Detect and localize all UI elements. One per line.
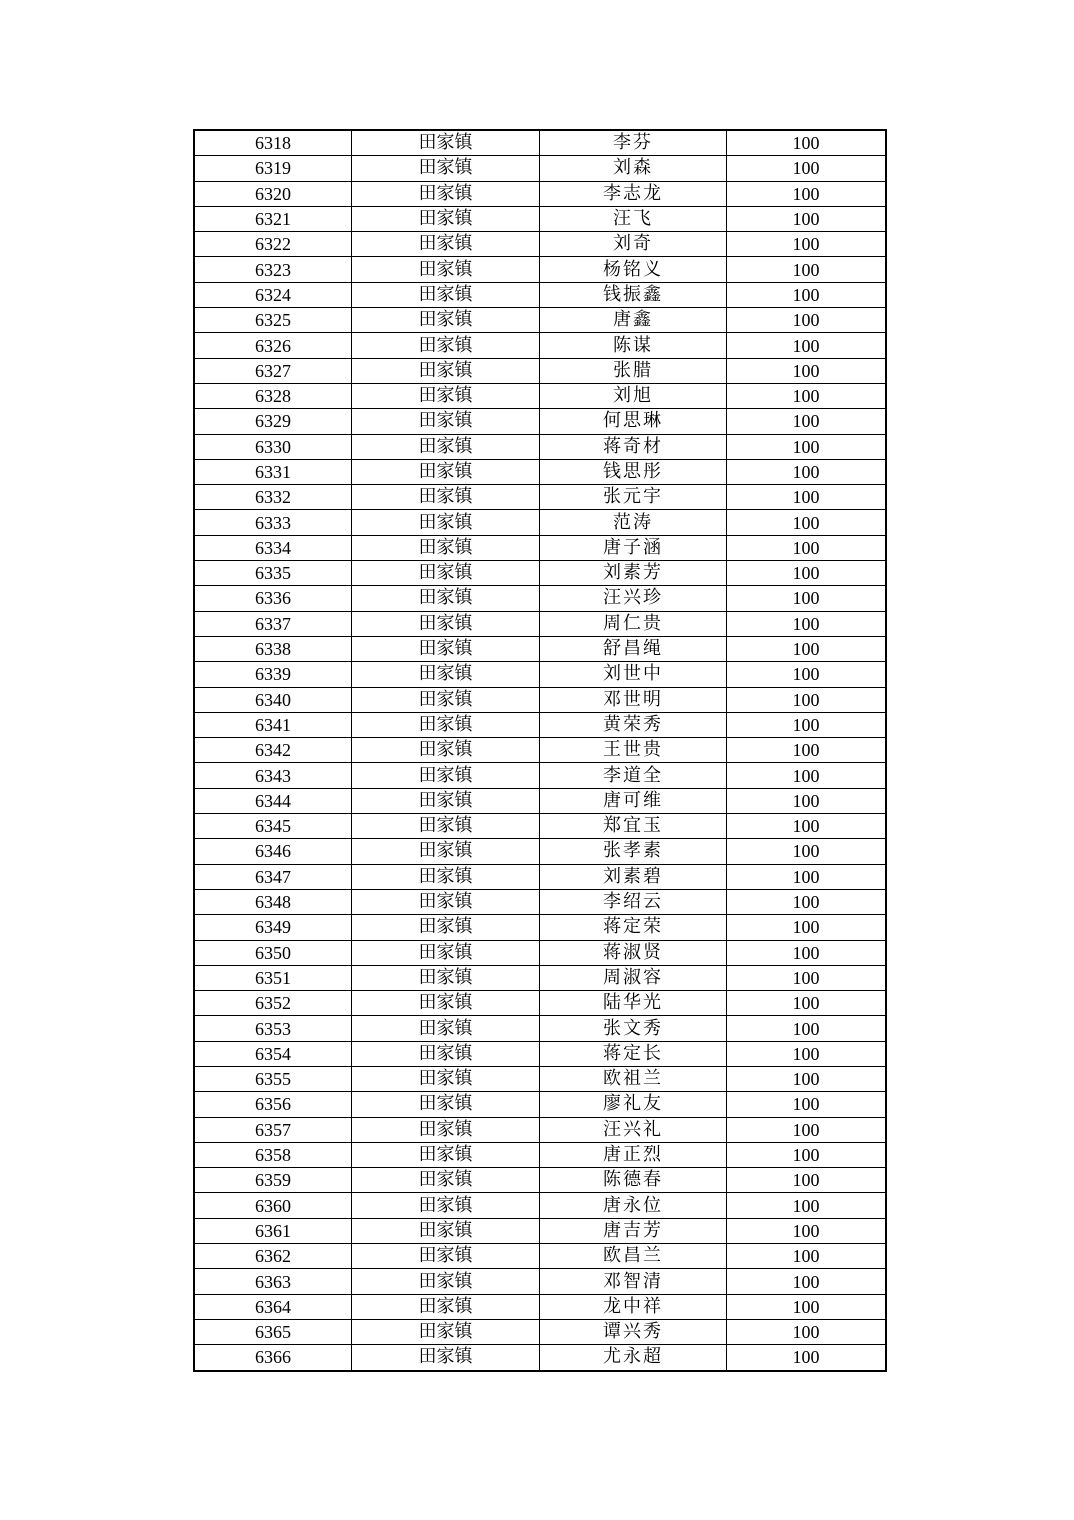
table-row [194,915,886,940]
table-row [194,738,886,763]
town-cell: 田家镇 [352,561,540,586]
row-number-cell: 6333 [194,510,352,535]
row-number-cell: 6365 [194,1319,352,1344]
person-name-cell: 汪兴礼 [540,1117,727,1142]
row-number-cell: 6350 [194,940,352,965]
table-row [194,1168,886,1193]
table-row [194,889,886,914]
person-name-cell: 郑宜玉 [540,814,727,839]
person-name-cell: 汪飞 [540,206,727,231]
amount-cell: 100 [727,1244,887,1269]
row-number-cell: 6345 [194,814,352,839]
amount-cell: 100 [727,636,887,661]
table-row [194,181,886,206]
amount-cell: 100 [727,181,887,206]
table-row [194,308,886,333]
person-name-cell: 刘世中 [540,662,727,687]
town-cell: 田家镇 [352,1244,540,1269]
person-name-cell: 廖礼友 [540,1092,727,1117]
row-number-cell: 6362 [194,1244,352,1269]
town-cell: 田家镇 [352,459,540,484]
table-body [194,130,886,1371]
amount-cell: 100 [727,1294,887,1319]
table-row [194,864,886,889]
town-cell: 田家镇 [352,1193,540,1218]
table-row [194,814,886,839]
town-cell: 田家镇 [352,434,540,459]
amount-cell: 100 [727,383,887,408]
row-number-cell: 6327 [194,358,352,383]
town-cell: 田家镇 [352,611,540,636]
row-number-cell: 6336 [194,586,352,611]
town-cell: 田家镇 [352,156,540,181]
town-cell: 田家镇 [352,535,540,560]
amount-cell: 100 [727,535,887,560]
town-cell: 田家镇 [352,763,540,788]
town-cell: 田家镇 [352,1092,540,1117]
town-cell: 田家镇 [352,915,540,940]
town-cell: 田家镇 [352,940,540,965]
row-number-cell: 6352 [194,991,352,1016]
person-name-cell: 钱思彤 [540,459,727,484]
row-number-cell: 6360 [194,1193,352,1218]
person-name-cell: 蒋淑贤 [540,940,727,965]
row-number-cell: 6325 [194,308,352,333]
table-row [194,409,886,434]
town-cell: 田家镇 [352,712,540,737]
amount-cell: 100 [727,1319,887,1344]
amount-cell: 100 [727,206,887,231]
person-name-cell: 范涛 [540,510,727,535]
person-name-cell: 张元宇 [540,485,727,510]
row-number-cell: 6359 [194,1168,352,1193]
town-cell: 田家镇 [352,687,540,712]
amount-cell: 100 [727,232,887,257]
person-name-cell: 邓世明 [540,687,727,712]
row-number-cell: 6344 [194,788,352,813]
amount-cell: 100 [727,409,887,434]
row-number-cell: 6343 [194,763,352,788]
row-number-cell: 6326 [194,333,352,358]
town-cell: 田家镇 [352,485,540,510]
amount-cell: 100 [727,561,887,586]
amount-cell: 100 [727,1066,887,1091]
amount-cell: 100 [727,991,887,1016]
row-number-cell: 6323 [194,257,352,282]
amount-cell: 100 [727,839,887,864]
row-number-cell: 6321 [194,206,352,231]
person-name-cell: 欧祖兰 [540,1066,727,1091]
amount-cell: 100 [727,687,887,712]
town-cell: 田家镇 [352,1294,540,1319]
town-cell: 田家镇 [352,282,540,307]
person-name-cell: 刘素芳 [540,561,727,586]
person-name-cell: 陈谋 [540,333,727,358]
town-cell: 田家镇 [352,206,540,231]
table-row [194,333,886,358]
person-name-cell: 汪兴珍 [540,586,727,611]
town-cell: 田家镇 [352,358,540,383]
row-number-cell: 6340 [194,687,352,712]
table-row [194,586,886,611]
table-row [194,561,886,586]
amount-cell: 100 [727,333,887,358]
person-name-cell: 杨铭义 [540,257,727,282]
amount-cell: 100 [727,485,887,510]
amount-cell: 100 [727,257,887,282]
town-cell: 田家镇 [352,1319,540,1344]
amount-cell: 100 [727,586,887,611]
person-name-cell: 谭兴秀 [540,1319,727,1344]
person-name-cell: 刘森 [540,156,727,181]
person-name-cell: 王世贵 [540,738,727,763]
amount-cell: 100 [727,611,887,636]
person-name-cell: 陆华光 [540,991,727,1016]
row-number-cell: 6319 [194,156,352,181]
amount-cell: 100 [727,510,887,535]
person-name-cell: 唐永位 [540,1193,727,1218]
amount-cell: 100 [727,156,887,181]
person-name-cell: 尤永超 [540,1345,727,1371]
row-number-cell: 6329 [194,409,352,434]
table-row [194,1218,886,1243]
table-row [194,130,886,156]
person-name-cell: 唐正烈 [540,1142,727,1167]
amount-cell: 100 [727,1168,887,1193]
town-cell: 田家镇 [352,1142,540,1167]
table-row [194,535,886,560]
table-row [194,662,886,687]
person-name-cell: 周淑容 [540,965,727,990]
person-name-cell: 唐可维 [540,788,727,813]
amount-cell: 100 [727,130,887,156]
amount-cell: 100 [727,965,887,990]
town-cell: 田家镇 [352,1066,540,1091]
table-row [194,1066,886,1091]
town-cell: 田家镇 [352,839,540,864]
table-row [194,687,886,712]
table-row [194,257,886,282]
town-cell: 田家镇 [352,1041,540,1066]
row-number-cell: 6358 [194,1142,352,1167]
town-cell: 田家镇 [352,788,540,813]
town-cell: 田家镇 [352,130,540,156]
town-cell: 田家镇 [352,965,540,990]
table-row [194,206,886,231]
table-row [194,965,886,990]
amount-cell: 100 [727,1218,887,1243]
person-name-cell: 张文秀 [540,1016,727,1041]
row-number-cell: 6337 [194,611,352,636]
table-row [194,712,886,737]
person-name-cell: 欧昌兰 [540,1244,727,1269]
table-row [194,940,886,965]
amount-cell: 100 [727,358,887,383]
person-name-cell: 蒋定荣 [540,915,727,940]
town-cell: 田家镇 [352,738,540,763]
table-row [194,485,886,510]
table-row [194,358,886,383]
person-name-cell: 邓智清 [540,1269,727,1294]
row-number-cell: 6361 [194,1218,352,1243]
person-name-cell: 何思琳 [540,409,727,434]
amount-cell: 100 [727,712,887,737]
town-cell: 田家镇 [352,308,540,333]
amount-cell: 100 [727,1142,887,1167]
amount-cell: 100 [727,1016,887,1041]
town-cell: 田家镇 [352,814,540,839]
person-name-cell: 唐子涵 [540,535,727,560]
amount-cell: 100 [727,814,887,839]
town-cell: 田家镇 [352,1016,540,1041]
row-number-cell: 6338 [194,636,352,661]
person-name-cell: 李志龙 [540,181,727,206]
recipient-table [193,129,887,1372]
row-number-cell: 6356 [194,1092,352,1117]
amount-cell: 100 [727,1345,887,1371]
amount-cell: 100 [727,434,887,459]
town-cell: 田家镇 [352,333,540,358]
table-row [194,1269,886,1294]
amount-cell: 100 [727,282,887,307]
row-number-cell: 6322 [194,232,352,257]
row-number-cell: 6366 [194,1345,352,1371]
amount-cell: 100 [727,763,887,788]
table-row [194,1345,886,1371]
row-number-cell: 6335 [194,561,352,586]
town-cell: 田家镇 [352,636,540,661]
row-number-cell: 6354 [194,1041,352,1066]
row-number-cell: 6318 [194,130,352,156]
town-cell: 田家镇 [352,586,540,611]
table-row [194,1294,886,1319]
town-cell: 田家镇 [352,181,540,206]
person-name-cell: 李绍云 [540,889,727,914]
town-cell: 田家镇 [352,1117,540,1142]
table-row [194,1244,886,1269]
row-number-cell: 6363 [194,1269,352,1294]
amount-cell: 100 [727,1117,887,1142]
town-cell: 田家镇 [352,889,540,914]
person-name-cell: 蒋奇材 [540,434,727,459]
row-number-cell: 6353 [194,1016,352,1041]
table-row [194,1319,886,1344]
town-cell: 田家镇 [352,662,540,687]
table-row [194,611,886,636]
table-row [194,839,886,864]
row-number-cell: 6351 [194,965,352,990]
amount-cell: 100 [727,459,887,484]
person-name-cell: 龙中祥 [540,1294,727,1319]
person-name-cell: 唐鑫 [540,308,727,333]
table-row [194,156,886,181]
town-cell: 田家镇 [352,1168,540,1193]
person-name-cell: 李芬 [540,130,727,156]
row-number-cell: 6328 [194,383,352,408]
person-name-cell: 张孝素 [540,839,727,864]
amount-cell: 100 [727,788,887,813]
person-name-cell: 刘奇 [540,232,727,257]
table-row [194,763,886,788]
person-name-cell: 刘素碧 [540,864,727,889]
town-cell: 田家镇 [352,991,540,1016]
amount-cell: 100 [727,1041,887,1066]
row-number-cell: 6320 [194,181,352,206]
amount-cell: 100 [727,738,887,763]
row-number-cell: 6347 [194,864,352,889]
person-name-cell: 李道全 [540,763,727,788]
row-number-cell: 6341 [194,712,352,737]
person-name-cell: 陈德春 [540,1168,727,1193]
row-number-cell: 6330 [194,434,352,459]
table-row [194,383,886,408]
table-row [194,1142,886,1167]
person-name-cell: 舒昌绳 [540,636,727,661]
person-name-cell: 张腊 [540,358,727,383]
town-cell: 田家镇 [352,1269,540,1294]
table-row [194,1193,886,1218]
person-name-cell: 黄荣秀 [540,712,727,737]
amount-cell: 100 [727,864,887,889]
person-name-cell: 蒋定长 [540,1041,727,1066]
table-row [194,510,886,535]
town-cell: 田家镇 [352,383,540,408]
town-cell: 田家镇 [352,1218,540,1243]
table-row [194,434,886,459]
person-name-cell: 周仁贵 [540,611,727,636]
amount-cell: 100 [727,1269,887,1294]
row-number-cell: 6346 [194,839,352,864]
town-cell: 田家镇 [352,232,540,257]
table-row [194,1092,886,1117]
town-cell: 田家镇 [352,257,540,282]
amount-cell: 100 [727,662,887,687]
amount-cell: 100 [727,308,887,333]
table-row [194,1041,886,1066]
row-number-cell: 6357 [194,1117,352,1142]
row-number-cell: 6332 [194,485,352,510]
amount-cell: 100 [727,889,887,914]
town-cell: 田家镇 [352,409,540,434]
amount-cell: 100 [727,915,887,940]
row-number-cell: 6324 [194,282,352,307]
table-row [194,636,886,661]
town-cell: 田家镇 [352,1345,540,1371]
town-cell: 田家镇 [352,510,540,535]
table-row [194,232,886,257]
amount-cell: 100 [727,1092,887,1117]
row-number-cell: 6334 [194,535,352,560]
person-name-cell: 钱振鑫 [540,282,727,307]
person-name-cell: 唐吉芳 [540,1218,727,1243]
table-row [194,282,886,307]
table-row [194,459,886,484]
table-row [194,991,886,1016]
person-name-cell: 刘旭 [540,383,727,408]
row-number-cell: 6355 [194,1066,352,1091]
table-row [194,1117,886,1142]
row-number-cell: 6348 [194,889,352,914]
row-number-cell: 6364 [194,1294,352,1319]
amount-cell: 100 [727,940,887,965]
amount-cell: 100 [727,1193,887,1218]
town-cell: 田家镇 [352,864,540,889]
row-number-cell: 6342 [194,738,352,763]
row-number-cell: 6331 [194,459,352,484]
row-number-cell: 6349 [194,915,352,940]
table-row [194,788,886,813]
table-row [194,1016,886,1041]
row-number-cell: 6339 [194,662,352,687]
